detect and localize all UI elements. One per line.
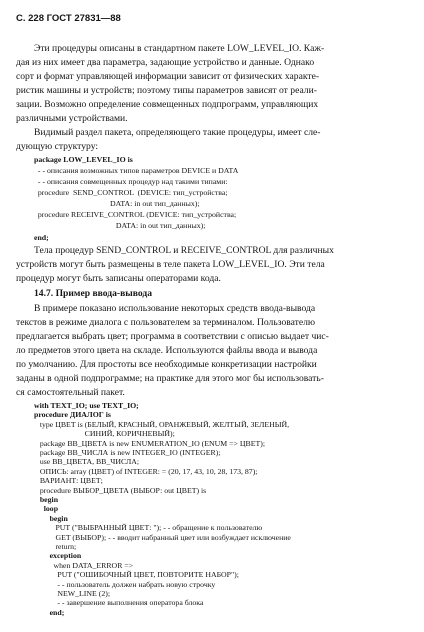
para4-line-2: текстов в режиме диалога с пользователем за терминалом. Пользователю xyxy=(16,317,316,328)
section-title: 14.7. Пример ввода-вывода xyxy=(34,288,153,299)
code2-line-4: СИНИЙ, КОРИЧНЕВЫЙ); xyxy=(34,429,175,439)
para2-line-2: дующую структуру: xyxy=(16,141,99,152)
code1-line-5: DATA: in out тип_данных); xyxy=(34,199,200,208)
code2-line-22: - - завершение выполнения оператора блока xyxy=(34,598,204,608)
code2-line-5: package BB_ЦВЕТА is new ENUMERATION_IO (ENUM => ЦВЕТ); xyxy=(34,438,266,448)
code2-line-8: ОПИСЬ: array (ЦВЕТ) of INTEGER: = (20, 17, 43, 10, 28, 173, 87); xyxy=(34,466,258,476)
para3-line-3: процедур могут быть записаны операторами кода. xyxy=(16,273,221,284)
para1-line-4: ристик машины и устройств; поэтому типы параметров зависят от реали- xyxy=(16,85,317,96)
code2-line-12: loop xyxy=(34,504,59,514)
para2-line-1: Видимый раздел пакета, определяющего такие процедуры, имеет сле- xyxy=(34,127,321,138)
para4-line-3: предлагается выбрать цвет; программа в соответствии с описью выдает чис- xyxy=(16,331,329,342)
code2-line-2: procedure ДИАЛОГ is xyxy=(34,410,111,420)
code2-line-20: - - пользователь должен набрать новую строчку xyxy=(34,579,216,589)
para1-line-1: Эти процедуры описаны в стандартном пакете LOW_LEVEL_IO. Каж- xyxy=(34,43,325,54)
code2-line-1: with TEXT_IO; use TEXT_IO; xyxy=(34,401,139,410)
page-header: С. 228 ГОСТ 27831—88 xyxy=(16,13,121,24)
para4-line-4: ло предметов этого цвета на складе. Используются файлы ввода и вывода xyxy=(16,345,318,356)
code1-line-2: - - описания возможных типов параметров DEVICE и DATA xyxy=(34,166,239,175)
code2-line-23: end; xyxy=(34,607,65,617)
para1-line-2: дая из них имеет два параметра, задающие устройство и данные. Однако xyxy=(16,57,315,68)
para4-line-5: по умолчанию. Для простоты все необходимые конкретизации настройки xyxy=(16,359,317,370)
code2-line-7: use BB_ЦВЕТА, BB_ЧИСЛА; xyxy=(34,457,140,467)
code2-line-13: begin xyxy=(34,513,68,523)
para1-line-5: зации. Возможно определение совмещенных подпрограмм, управляющих xyxy=(16,99,319,110)
code2-line-18: when DATA_ERROR => xyxy=(34,560,134,570)
para1-line-6: различными устройствами. xyxy=(16,113,128,124)
code2-line-9: ВАРИАНТ: ЦВЕТ; xyxy=(34,476,103,486)
code1-line-1: package LOW_LEVEL_IO is xyxy=(34,155,133,164)
code1-line-3: - - описания совмещенных процедур над такими типами: xyxy=(34,177,228,186)
code2-line-10: procedure ВЫБОР_ЦВЕТА (ВЫБОР: out ЦВЕТ) is xyxy=(34,485,207,495)
code2-line-14: PUT ("ВЫБРАННЫЙ ЦВЕТ: "); - - обращение к пользователю xyxy=(34,523,263,533)
code2-line-16: return; xyxy=(34,542,77,551)
code1-line-6: procedure RECEIVE_CONTROL (DEVICE: тип_устройства; xyxy=(34,210,237,219)
code2-line-15: GET (ВЫБОР); - - вводит набранный цвет или возбуждает исключение xyxy=(34,532,291,542)
code2-line-11: begin xyxy=(34,495,59,504)
para3-line-2: устройств могут быть размещены в теле пакета LOW_LEVEL_IO. Эти тела xyxy=(16,259,325,270)
code1-line-4: procedure SEND_CONTROL (DEVICE: тип_устройства; xyxy=(34,188,228,197)
code1-line-8: end; xyxy=(34,233,49,242)
para3-line-1: Тела процедур SEND_CONTROL и RECEIVE_CONTROL для различных xyxy=(34,245,334,256)
code2-line-19: PUT ("ОШИБОЧНЫЙ ЦВЕТ, ПОВТОРИТЕ НАБОР"); xyxy=(34,570,239,580)
code2-line-6: package BB_ЧИСЛА is new INTEGER_IO (INTEGER); xyxy=(34,448,221,457)
para4-line-6: заданы в одной подпрограмме; на практике для этого мог бы использовать- xyxy=(16,373,324,384)
para1-line-3: сорт и формат управляющей информации зависит от физических характе- xyxy=(16,71,320,82)
para4-line-7: ся самостоятельный пакет. xyxy=(16,387,125,398)
code1-line-7: DATA: in out тип_данных); xyxy=(34,221,206,230)
code2-line-3: type ЦВЕТ is (БЕЛЫЙ, КРАСНЫЙ, ОРАНЖЕВЫЙ, ЖЕЛТЫЙ, ЗЕЛЕНЫЙ, xyxy=(34,419,290,429)
code2-line-21: NEW_LINE (2); xyxy=(34,589,111,598)
para4-line-1: В примере показано использование некоторых средств ввода-вывода xyxy=(34,303,316,314)
code2-line-17: exception xyxy=(34,551,82,561)
